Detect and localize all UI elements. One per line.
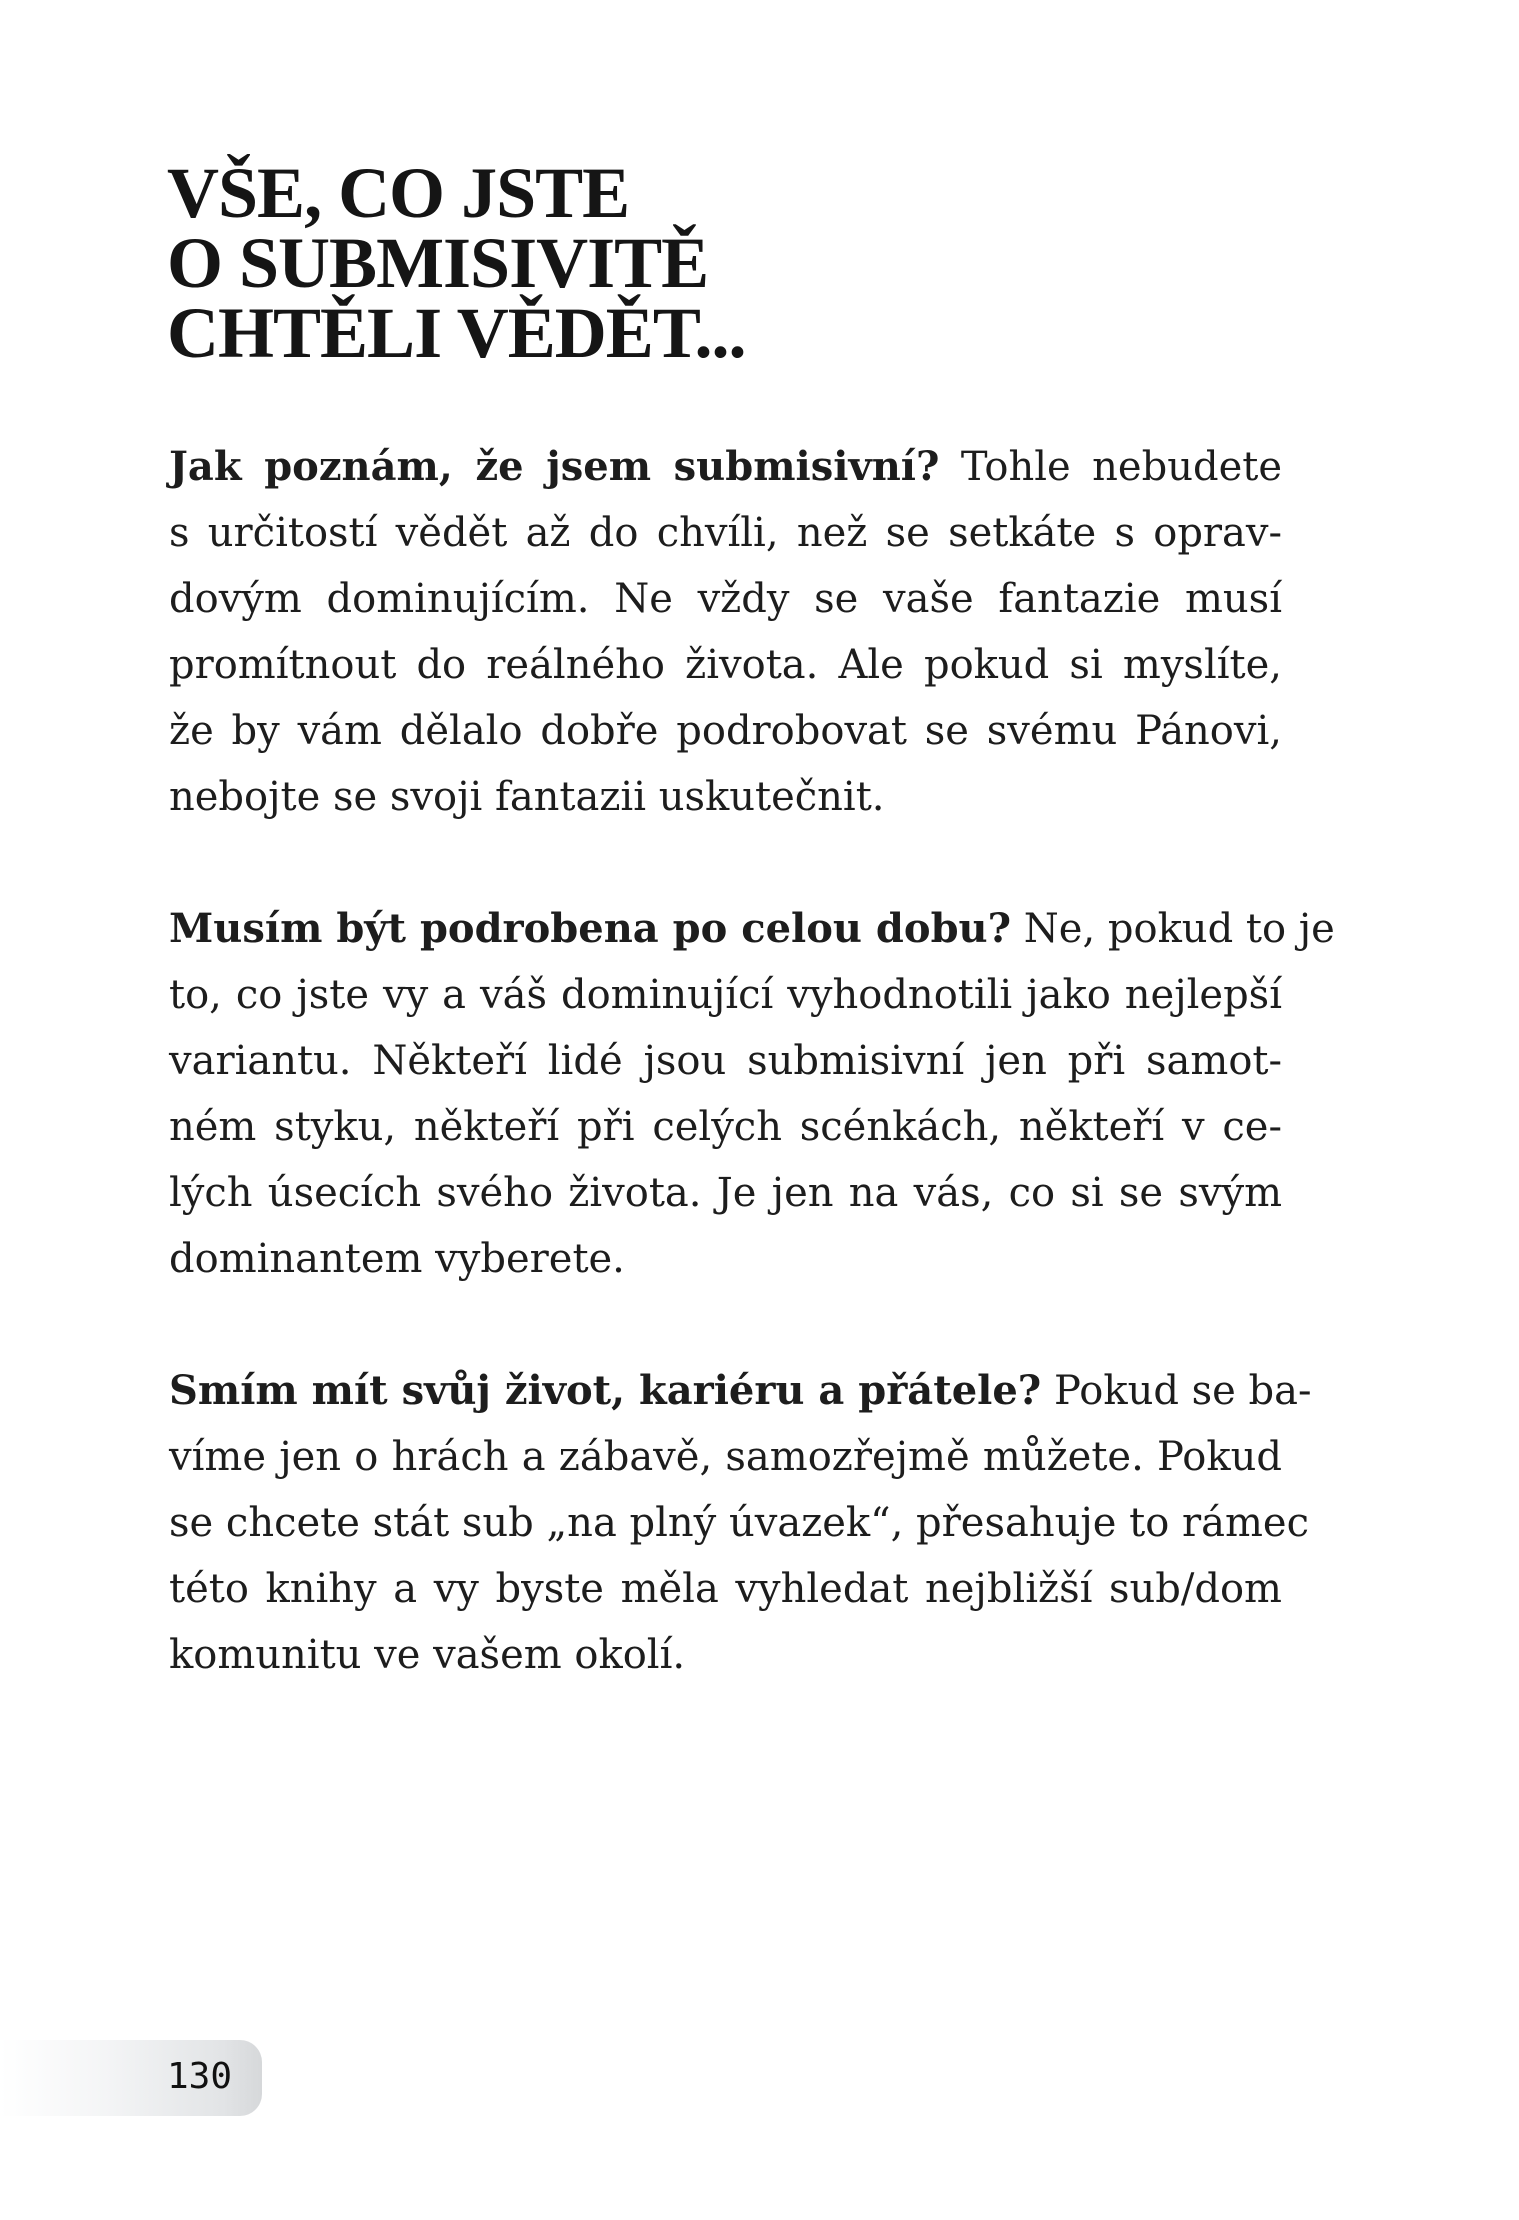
text-line: nebojte se svoji fantazii uskutečnit. [169, 774, 885, 820]
text-line: víme jen o hrách a zábavě, samozřejmě můžete. Pokud [169, 1434, 1282, 1480]
chapter-title [167, 153, 1317, 373]
paragraph-2 [169, 896, 1335, 1292]
text-line [169, 434, 1282, 500]
text-line [169, 896, 1335, 962]
text-line: lých úsecích svého života. Je jen na vás, co si se svým [169, 1170, 1282, 1216]
paragraph-3 [169, 1358, 1312, 1688]
paragraph-1 [169, 434, 1282, 830]
title-line: VŠE, CO JSTE [167, 153, 630, 233]
text-line: že by vám dělalo dobře podrobovat se svému Pánovi, [169, 708, 1282, 754]
text-span: Tohle nebudete [939, 444, 1282, 490]
text-line: ném styku, někteří při celých scénkách, někteří v ce- [169, 1104, 1282, 1150]
text-line: této knihy a vy byste měla vyhledat nejbližší sub/dom [169, 1566, 1282, 1612]
question-lead: Jak poznám, že jsem submisivní? [169, 443, 940, 490]
text-line: dovým dominujícím. Ne vždy se vaše fantazie musí [169, 576, 1282, 622]
text-span: Pokud se ba- [1041, 1368, 1312, 1414]
body-text [169, 434, 1335, 1754]
page-number-badge [0, 2040, 262, 2116]
title-line: CHTĚLI VĚDĚT... [167, 293, 746, 373]
title-line: O SUBMISIVITĚ [167, 223, 709, 303]
text-line: s určitostí vědět až do chvíli, než se setkáte s oprav- [169, 510, 1282, 556]
text-line: promítnout do reálného života. Ale pokud si myslíte, [169, 642, 1282, 688]
text-line: to, co jste vy a váš dominující vyhodnotili jako nejlepší [169, 972, 1282, 1018]
question-lead: Musím být podrobena po celou dobu? [169, 905, 1012, 952]
question-lead: Smím mít svůj život, kariéru a přátele? [169, 1367, 1042, 1414]
text-line: dominantem vyberete. [169, 1236, 625, 1282]
text-line: komunitu ve vašem okolí. [169, 1632, 686, 1678]
text-line: variantu. Někteří lidé jsou submisivní jen při samot- [169, 1038, 1282, 1084]
text-line: se chcete stát sub „na plný úvazek“, přesahuje to rámec [169, 1500, 1309, 1546]
page-number: 130 [166, 2056, 232, 2097]
text-span: Ne, pokud to je [1011, 906, 1335, 952]
text-line [169, 1358, 1312, 1424]
